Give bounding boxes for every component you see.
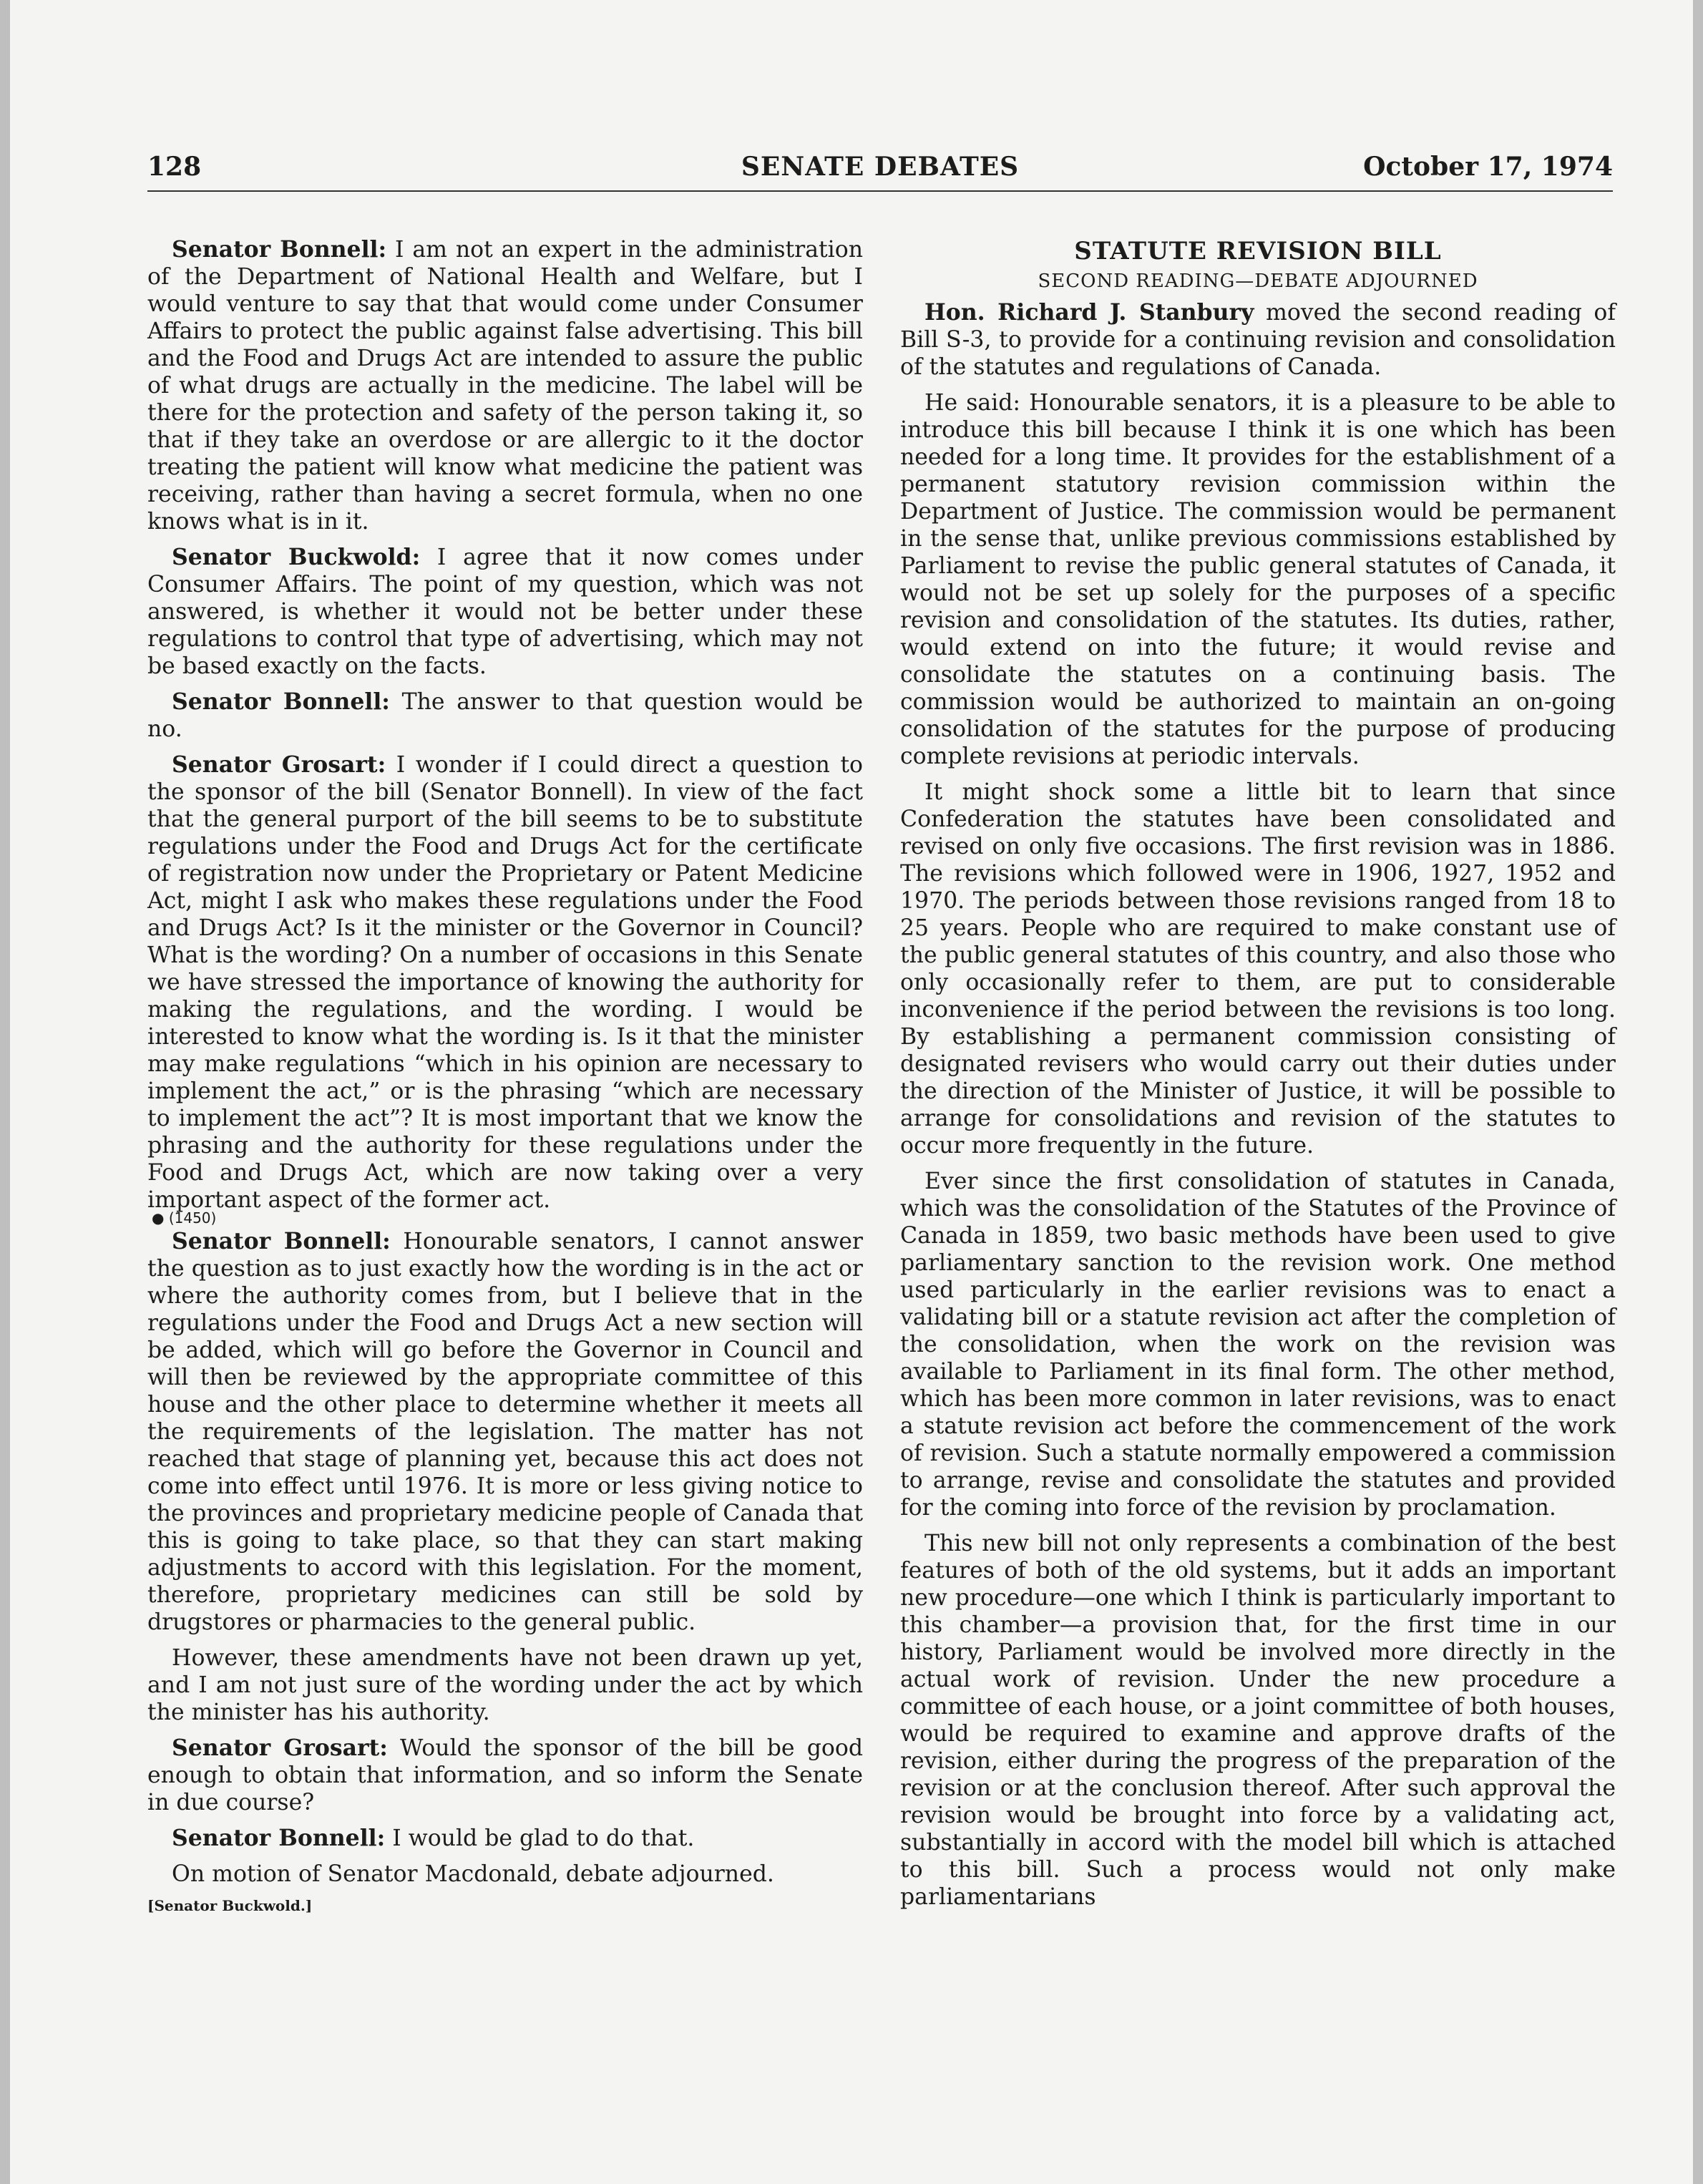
paragraph bbox=[147, 544, 863, 680]
paragraph-text: Ever since the first consolidation of statutes in Canada, which was the consolidation of the Statutes of the Province of Canada in 1859, two basic methods have been used to give parliamentary sanction to the revision work. One method used particularly in the earlier revisions was to enact a validating bill or a statute revision act after the completion of the consolidation, when the work on the revision was available to Parliament in its final form. The other method, which has been more common in later revisions, was to enact a statute revision act before the commencement of the work of revision. Such a statute normally empowered a commission to arrange, revise and consolidate the statutes and provided for the coming into force of the revision by proclamation. bbox=[900, 1169, 1616, 1521]
paragraph bbox=[147, 751, 863, 1214]
page-header bbox=[147, 152, 1613, 192]
paragraph-text: The answer to that question would be no. bbox=[147, 689, 864, 742]
paragraph-text: I agree that it now comes under Consumer Affairs. The point of my question, which was not answered, is whether it would not be better under these regulations to control that type of advertising, which may not be based exactly on the facts. bbox=[147, 545, 863, 679]
paragraph bbox=[147, 1825, 863, 1852]
paragraph-text: He said: Honourable senators, it is a pleasure to be able to introduce this bill because I think it is one which has been needed for a long time. It provides for the establishment of a permanent statutory revision commission within the Department of Justice. The commission would be permanent in the sense that, unlike previous commissions established by Parliament to revise the public general statutes of Canada, it would not be set up solely for the purposes of a specific revision and consolidation of the statutes. Its duties, rather, would extend on into the future; it would revise and consolidate the statutes on a continuing basis. The commission would be authorized to maintain an on-going consolidation of the statutes for the purpose of producing complete revisions at periodic intervals. bbox=[900, 390, 1616, 769]
speaker-name: Hon. Richard J. Stanbury bbox=[924, 299, 1254, 326]
paragraph-text: I am not an expert in the administration of the Department of National Health and Welfare, but I would venture to say that that would come under Consumer Affairs to protect the public against false advertising. This bill and the Food and Drugs Act are intended to assure the public of what drugs are actually in the medicine. The label will be there for the protection and safety of the person taking it, so that if they take an overdose or are allergic to it the doctor treating the patient will know what medicine the patient was receiving, rather than having a secret formula, when no one knows what is in it. bbox=[147, 237, 864, 535]
paragraph-text: It might shock some a little bit to learn that since Confederation the statutes have been consolidated and revised on only five occasions. The first revision was in 1886. The revisions which followed were in 1906, 1927, 1952 and 1970. The periods between those revisions ranged from 18 to 25 years. People who are required to make constant use of the public general statutes of this country, and also those who only occasionally refer to them, are put to considerable inconvenience if the period between the revisions is too long. By establishing a permanent commission consisting of designated revisers who would carry out their duties under the direction of the Minister of Justice, it will be possible to arrange for consolidations and revision of the statutes to occur more frequently in the future. bbox=[900, 779, 1616, 1159]
paragraph bbox=[147, 1861, 863, 1888]
paragraph-text: Honourable senators, I cannot answer the question as to just exactly how the wording is in the act or where the authority comes from, but I believe that in the regulations under the Food and Drugs Act a new section will be added, which will go before the Governor in Council and will then be reviewed by the appropriate committee of this house and the other place to determine whether it meets all the requirements of the legislation. The matter has not reached that stage of planning yet, because this act does not come into effect until 1976. It is more or less giving notice to the provinces and proprietary medicine people of Canada that this is going to take place, so that they can start making adjustments to accord with this legislation. For the moment, therefore, proprietary medicines can still be sold by drugstores or pharmacies to the general public. bbox=[147, 1229, 863, 1635]
right-column bbox=[900, 236, 1616, 1919]
speaker-name: Senator Bonnell: bbox=[172, 688, 390, 715]
paragraph-text: However, these amendments have not been drawn up yet, and I am not just sure of the wording under the act by which the minister has his authority. bbox=[147, 1645, 863, 1725]
time-marker-text: (1450) bbox=[168, 1209, 217, 1227]
paragraph-text: moved the second reading of Bill S-3, to provide for a continuing revision and consolidation of the statutes and regulations of Canada. bbox=[900, 300, 1616, 380]
speaker-name: Senator Buckwold: bbox=[172, 544, 421, 570]
paragraph bbox=[900, 389, 1616, 770]
paragraph bbox=[900, 1530, 1616, 1911]
paragraph bbox=[900, 299, 1616, 381]
paragraph bbox=[147, 1735, 863, 1816]
bullet-icon: ● bbox=[152, 1209, 165, 1227]
scan-edge-left bbox=[0, 0, 10, 2184]
paragraph bbox=[147, 1228, 863, 1636]
publication-date: October 17, 1974 bbox=[1363, 152, 1613, 182]
publication-title: SENATE DEBATES bbox=[741, 152, 1020, 182]
paragraph bbox=[147, 688, 863, 743]
paragraph bbox=[147, 236, 863, 535]
footnote: [Senator Buckwold.] bbox=[147, 1897, 313, 1914]
paragraph bbox=[147, 1644, 863, 1726]
paragraph bbox=[900, 1168, 1616, 1521]
scan-edge-right bbox=[1693, 0, 1703, 2184]
paragraph-text: On motion of Senator Macdonald, debate adjourned. bbox=[172, 1861, 774, 1887]
section-title: STATUTE REVISION BILL bbox=[1074, 237, 1442, 265]
speaker-name: Senator Grosart: bbox=[172, 1735, 388, 1761]
speaker-name: Senator Bonnell: bbox=[172, 1825, 386, 1851]
paragraph-text: I wonder if I could direct a question to the sponsor of the bill (Senator Bonnell). In view of the fact that the general purport of the bill seems to be to substitute regulations under the Food and Drugs Act for the certificate of registration now under the Proprietary or Patent Medicine Act, might I ask who makes these regulations under the Food and Drugs Act? Is it the minister or the Governor in Council? What is the wording? On a number of occasions in this Senate we have stressed the importance of knowing the authority for making the regulations, and the wording. I would be interested to know what the wording is. Is it that the minister may make regulations “which in his opinion are necessary to implement the act,” or is the phrasing “which are necessary to implement the act”? It is most important that we know the phrasing and the authority for these regulations under the Food and Drugs Act, which are now taking over a very important aspect of the former act. bbox=[147, 752, 863, 1213]
paragraph bbox=[900, 779, 1616, 1159]
speaker-name: Senator Bonnell: bbox=[172, 236, 387, 263]
section-subtitle: SECOND READING—DEBATE ADJOURNED bbox=[1038, 270, 1478, 292]
paragraph-text: This new bill not only represents a combination of the best features of both of the old systems, but it adds an important new procedure—one which I think is particularly important to this chamber—a provision that, for the first time in our history, Parliament would be involved more directly in the actual work of revision. Under the new procedure a committee of each house, or a joint committee of both houses, would be required to examine and approve drafts of the revision, either during the progress of the preparation of the revision or at the conclusion thereof. After such approval the revision would be brought into force by a validating act, substantially in accord with the model bill which is attached to this bill. Such a process would not only make parliamentarians bbox=[900, 1531, 1616, 1910]
left-column bbox=[147, 236, 863, 1915]
speaker-name: Senator Bonnell: bbox=[172, 1228, 391, 1254]
paragraph-text: I would be glad to do that. bbox=[385, 1825, 695, 1851]
page-number: 128 bbox=[147, 152, 202, 182]
paragraph-text: Would the sponsor of the bill be good enough to obtain that information, and so inform the Senate in due course? bbox=[147, 1735, 863, 1815]
speaker-name: Senator Grosart: bbox=[172, 751, 386, 778]
